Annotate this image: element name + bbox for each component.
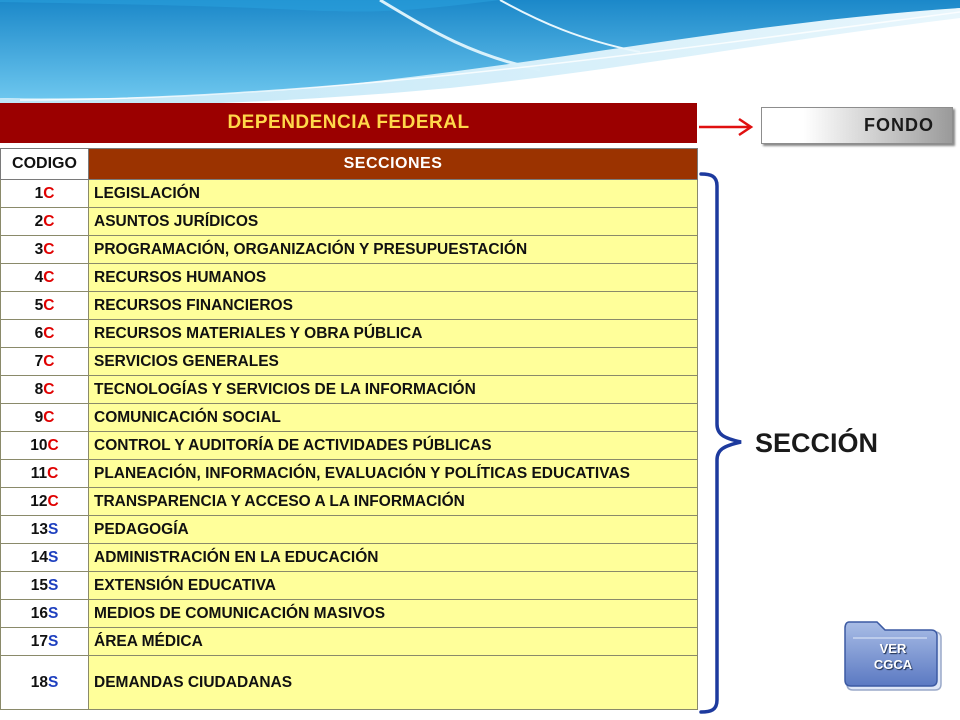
fondo-box[interactable] (761, 107, 953, 144)
table-header-row (1, 149, 698, 180)
dependency-banner (0, 103, 697, 143)
table-row (1, 264, 698, 292)
row-section-name: ADMINISTRACIÓN EN LA EDUCACIÓN (89, 544, 698, 572)
seccion-label: SECCIÓN (755, 428, 879, 458)
sections-table (0, 148, 698, 710)
dependency-title: DEPENDENCIA FEDERAL (227, 112, 470, 133)
row-section-name: RECURSOS MATERIALES Y OBRA PÚBLICA (89, 320, 698, 348)
folder-label-line1: VER (879, 641, 907, 656)
fondo-label: FONDO (864, 115, 934, 135)
row-code (1, 544, 89, 572)
row-code (1, 404, 89, 432)
row-code-suffix: C (43, 352, 55, 370)
row-code (1, 180, 89, 208)
row-section-name: PLANEACIÓN, INFORMACIÓN, EVALUACIÓN Y POLÍTICAS EDUCATIVAS (89, 460, 698, 488)
row-code (1, 348, 89, 376)
table-row (1, 544, 698, 572)
table-row (1, 572, 698, 600)
row-code-suffix: C (47, 492, 59, 510)
row-section-name: RECURSOS HUMANOS (89, 264, 698, 292)
row-code-number: 10 (30, 436, 48, 454)
table-body (1, 180, 698, 710)
table-row (1, 376, 698, 404)
bracket-icon (697, 172, 745, 714)
row-code-number: 4 (34, 268, 44, 286)
table-row (1, 208, 698, 236)
row-code (1, 516, 89, 544)
row-code-number: 18 (30, 673, 48, 691)
arrow-right-icon (699, 115, 759, 139)
row-code-suffix: S (47, 520, 59, 538)
row-code-suffix: C (47, 464, 59, 482)
row-section-name: TRANSPARENCIA Y ACCESO A LA INFORMACIÓN (89, 488, 698, 516)
row-section-name: ASUNTOS JURÍDICOS (89, 208, 698, 236)
row-code (1, 264, 89, 292)
table-row (1, 600, 698, 628)
ver-cgca-button[interactable] (843, 618, 943, 692)
row-section-name: EXTENSIÓN EDUCATIVA (89, 572, 698, 600)
row-code-number: 17 (30, 632, 48, 650)
row-code-suffix: C (43, 268, 55, 286)
row-code (1, 236, 89, 264)
row-code-suffix: S (47, 673, 59, 691)
row-code-number: 14 (30, 548, 48, 566)
table-row (1, 432, 698, 460)
row-code-suffix: C (43, 212, 55, 230)
row-code-number: 16 (30, 604, 48, 622)
row-code-suffix: C (43, 184, 55, 202)
row-code-suffix: S (47, 604, 59, 622)
header-waves-decoration (0, 0, 960, 110)
row-code (1, 572, 89, 600)
row-code-number: 2 (34, 212, 44, 230)
row-code (1, 376, 89, 404)
row-code-number: 1 (34, 184, 44, 202)
row-code-number: 11 (30, 464, 48, 482)
table-row (1, 628, 698, 656)
row-code-number: 6 (34, 324, 44, 342)
row-code-suffix: C (43, 408, 55, 426)
row-code-number: 8 (34, 380, 44, 398)
row-code-number: 7 (34, 352, 44, 370)
row-code-number: 12 (30, 492, 48, 510)
row-code-number: 9 (34, 408, 44, 426)
row-code (1, 292, 89, 320)
table-row (1, 236, 698, 264)
folder-label-line2: CGCA (873, 657, 913, 672)
row-code (1, 628, 89, 656)
folder-label (867, 641, 919, 673)
row-code (1, 320, 89, 348)
row-section-name: PEDAGOGÍA (89, 516, 698, 544)
row-code-suffix: C (47, 436, 59, 454)
row-section-name: MEDIOS DE COMUNICACIÓN MASIVOS (89, 600, 698, 628)
table-row (1, 292, 698, 320)
row-code-number: 5 (34, 296, 44, 314)
table-row (1, 320, 698, 348)
row-section-name: COMUNICACIÓN SOCIAL (89, 404, 698, 432)
table-row (1, 516, 698, 544)
row-code-suffix: C (43, 380, 55, 398)
table-row (1, 460, 698, 488)
row-code-number: 15 (30, 576, 48, 594)
row-code-suffix: C (43, 296, 55, 314)
row-code-number: 3 (34, 240, 44, 258)
row-section-name: PROGRAMACIÓN, ORGANIZACIÓN Y PRESUPUESTACIÓN (89, 236, 698, 264)
row-code-number: 13 (30, 520, 48, 538)
table-row (1, 348, 698, 376)
row-section-name: ÁREA MÉDICA (89, 628, 698, 656)
row-code-suffix: C (43, 324, 55, 342)
row-section-name: SERVICIOS GENERALES (89, 348, 698, 376)
row-code-suffix: S (47, 632, 59, 650)
row-code-suffix: S (47, 548, 59, 566)
table-row (1, 488, 698, 516)
row-section-name: CONTROL Y AUDITORÍA DE ACTIVIDADES PÚBLICAS (89, 432, 698, 460)
column-header-sections: SECCIONES (89, 149, 698, 180)
row-code-suffix: C (43, 240, 55, 258)
row-code (1, 432, 89, 460)
row-code (1, 600, 89, 628)
row-section-name: TECNOLOGÍAS Y SERVICIOS DE LA INFORMACIÓN (89, 376, 698, 404)
row-code (1, 208, 89, 236)
table-row (1, 404, 698, 432)
row-section-name: RECURSOS FINANCIEROS (89, 292, 698, 320)
column-header-code: CODIGO (1, 149, 89, 180)
row-code (1, 488, 89, 516)
row-code (1, 460, 89, 488)
row-code-suffix: S (47, 576, 59, 594)
row-code (1, 656, 89, 710)
table-row (1, 180, 698, 208)
table-row (1, 656, 698, 710)
row-section-name: LEGISLACIÓN (89, 180, 698, 208)
row-section-name: DEMANDAS CIUDADANAS (89, 656, 698, 710)
